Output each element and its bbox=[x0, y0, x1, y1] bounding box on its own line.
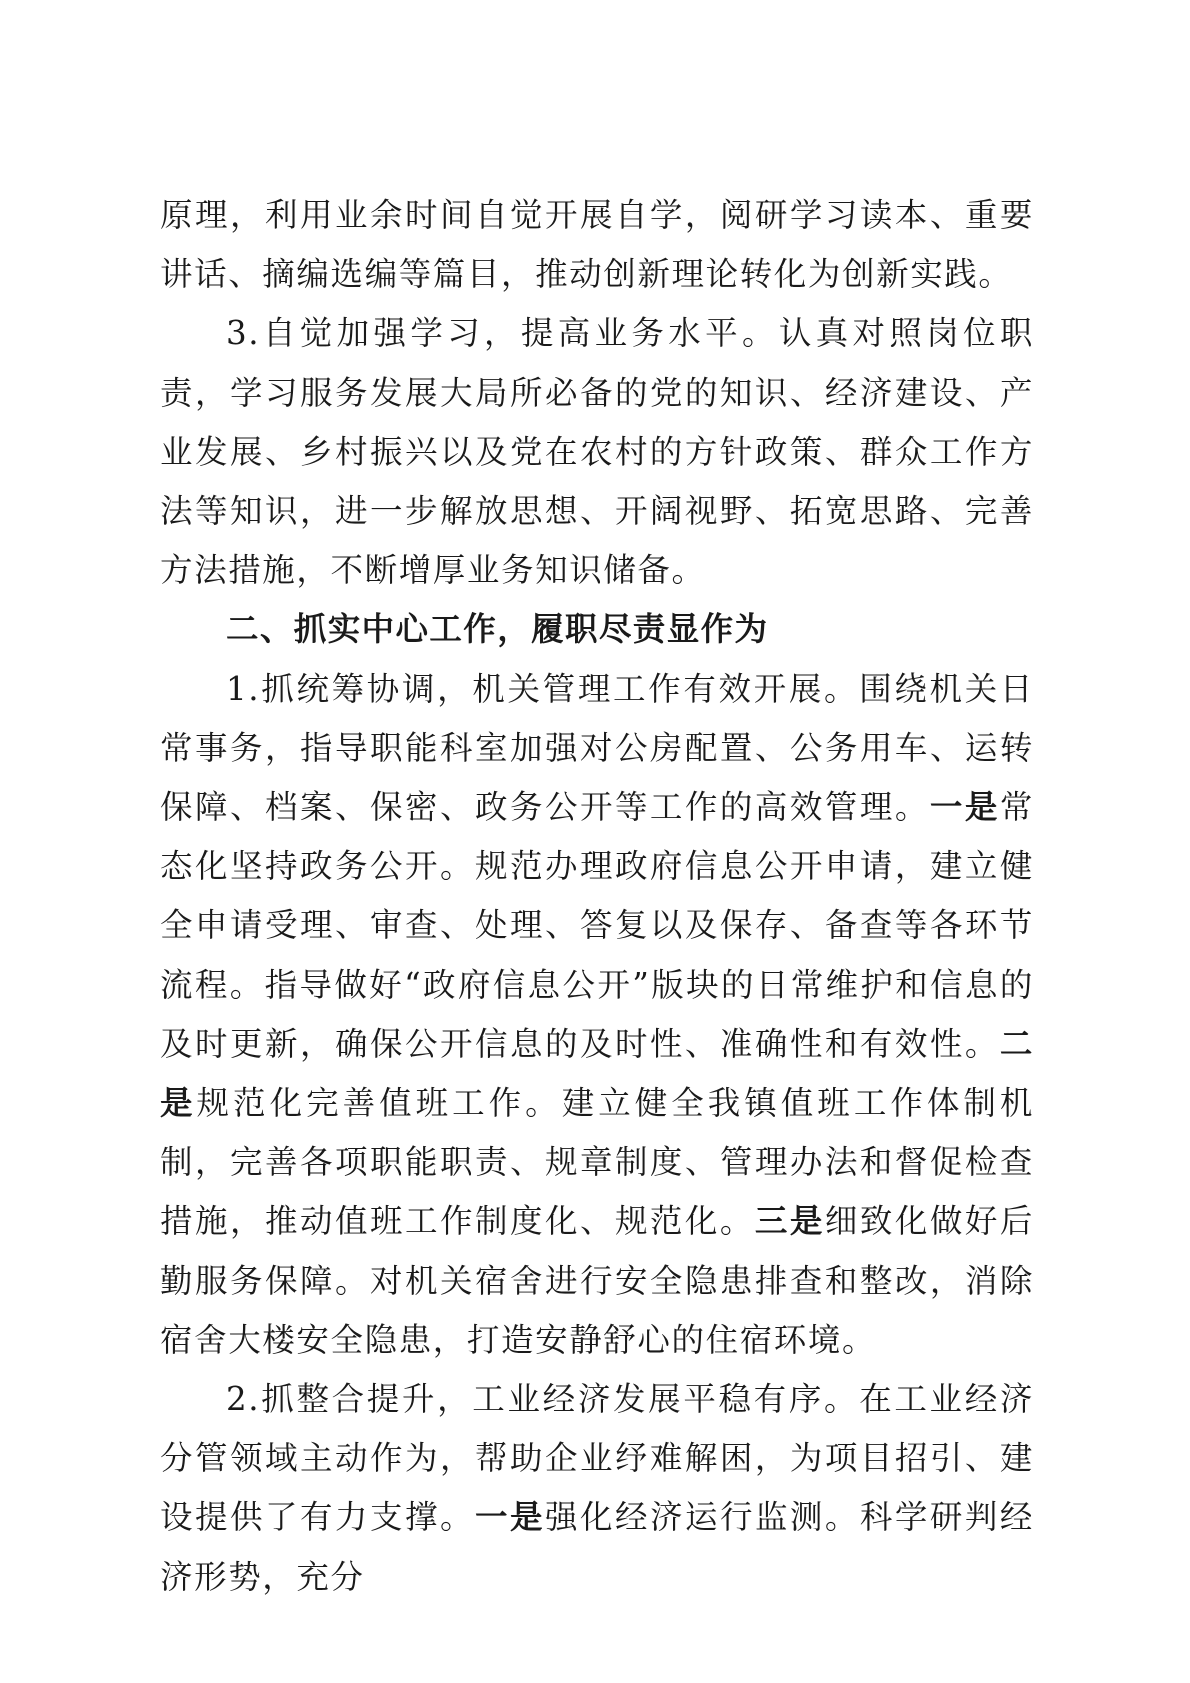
lead-phrase: 二是 bbox=[160, 1024, 1034, 1123]
paragraph-text: 强化经济运行监测。科学研判经济形势，充分 bbox=[160, 1498, 1035, 1596]
paragraph-text: 常态化坚持政务公开。规范办理政府信息公开申请，建立健全申请受理、审查、处理、答复以及保存、备查等各环节流程。指导做好“政府信息公开”版块的日常维护和信息的及时更新，确保公开信息的及时性、准确性和有效性。 bbox=[160, 788, 1035, 1063]
body-paragraph-study: 3.自觉加强学习，提高业务水平。认真对照岗位职责，学习服务发展大局所必备的党的知识、经济建设、产业发展、乡村振兴以及党在农村的方针政策、群众工作方法等知识，进一步解放思想、开阔视野、拓宽思路、完善方法措施，不断增厚业务知识储备。 bbox=[160, 314, 1034, 590]
document-body bbox=[160, 186, 1034, 1607]
lead-phrase: 三是 bbox=[754, 1202, 825, 1241]
paragraph-text: 规范化完善值班工作。建立健全我镇值班工作体制机制，完善各项职能职责、规章制度、管理办法和督促检查措施，推动值班工作制度化、规范化。 bbox=[160, 1084, 1034, 1241]
paragraph-text: 1.抓统筹协调，机关管理工作有效开展。围绕机关日常事务，指导职能科室加强对公房配置、公务用车、运转保障、档案、保密、政务公开等工作的高效管理。 bbox=[160, 669, 1034, 827]
section-heading-2: 二、抓实中心工作，履职尽责显作为 bbox=[226, 610, 769, 649]
paragraph-text: 2.抓整合提升，工业经济发展平稳有序。在工业经济分管领域主动作为，帮助企业纾难解困，为项目招引、建设提供了有力支撑。 bbox=[160, 1380, 1034, 1537]
body-paragraph-organ-management bbox=[160, 660, 1034, 1370]
paragraph-text: 细致化做好后勤服务保障。对机关宿舍进行安全隐患排查和整改，消除宿舍大楼安全隐患，打造安静舒心的住宿环境。 bbox=[160, 1202, 1034, 1359]
lead-phrase: 一是 bbox=[929, 788, 1000, 827]
body-paragraph-continuation: 原理，利用业余时间自觉开展自学，阅研学习读本、重要讲话、摘编选编等篇目，推动创新理论转化为创新实践。 bbox=[160, 196, 1034, 294]
body-paragraph-industrial-economy bbox=[160, 1370, 1034, 1607]
lead-phrase: 一是 bbox=[474, 1498, 545, 1537]
